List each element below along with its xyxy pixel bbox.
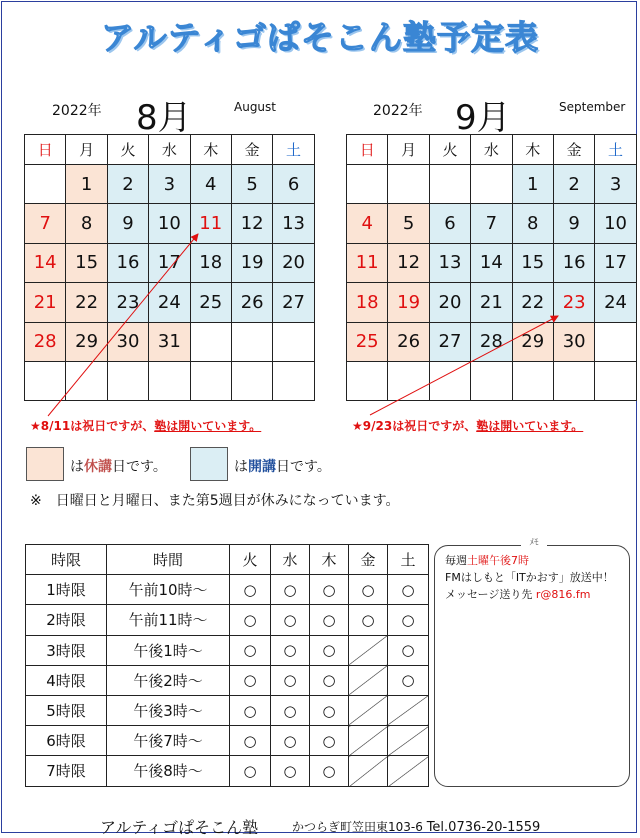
schedule-period: 1時限 <box>26 575 107 605</box>
schedule-mark: ○ <box>388 665 429 695</box>
calendar-day: 23 <box>553 283 594 322</box>
calendar-day: 8 <box>512 204 553 243</box>
schedule-mark: ○ <box>310 756 349 786</box>
footer-street: かつらぎ町笠田東103-6 <box>292 820 423 834</box>
calendar-day: 11 <box>347 243 388 282</box>
calendar-day: 13 <box>429 243 470 282</box>
radio-email: r@816.fm <box>535 588 591 601</box>
schedule-mark: ○ <box>271 665 310 695</box>
calendar-day: 29 <box>66 322 107 361</box>
calendar-day: 5 <box>388 204 429 243</box>
calendar-day: 16 <box>553 243 594 282</box>
schedule-mark: ○ <box>310 635 349 665</box>
schedule-period: 6時限 <box>26 726 107 756</box>
calendar-day: 19 <box>231 243 272 282</box>
calendar-day: 5 <box>231 165 272 204</box>
calendar-day: 30 <box>107 322 148 361</box>
calendar-day: 15 <box>66 243 107 282</box>
schedule-mark: ○ <box>230 605 271 635</box>
schedule-header-cell: 時限 <box>26 545 107 575</box>
aug-dow-4: 木 <box>190 135 231 165</box>
calendar-day: 12 <box>231 204 272 243</box>
aug-note-arrow <box>48 234 198 416</box>
schedule-time: 午後3時～ <box>107 695 230 725</box>
calendar-day: 1 <box>66 165 107 204</box>
schedule-header-cell: 土 <box>388 545 429 575</box>
aug-year: 2022年 <box>52 103 102 119</box>
aug-dow-5: 金 <box>231 135 272 165</box>
legend-closed-key: 休講 <box>84 459 112 475</box>
calendar-day: 20 <box>273 243 314 282</box>
aug-dow-3: 水 <box>149 135 190 165</box>
calendar-day: 28 <box>25 322 66 361</box>
calendar-day: 21 <box>25 283 66 322</box>
aug-dow-6: 土 <box>273 135 314 165</box>
schedule-mark: ○ <box>230 756 271 786</box>
schedule-mark: ○ <box>230 695 271 725</box>
calendar-day: 3 <box>595 165 636 204</box>
legend-open-post: 日です。 <box>276 459 331 475</box>
schedule-mark: ○ <box>271 605 310 635</box>
schedule-mark: ○ <box>310 575 349 605</box>
calendar-day: 14 <box>471 243 512 282</box>
schedule-time: 午前10時～ <box>107 575 230 605</box>
schedule-header-cell: 火 <box>230 545 271 575</box>
sep-dow-3: 水 <box>471 135 512 165</box>
calendar-day: 3 <box>149 165 190 204</box>
calendar-day: 22 <box>512 283 553 322</box>
schedule-time: 午後1時～ <box>107 635 230 665</box>
calendar-day: 24 <box>149 283 190 322</box>
calendar-day: 4 <box>190 165 231 204</box>
schedule-period: 7時限 <box>26 756 107 786</box>
calendar-day: 26 <box>231 283 272 322</box>
calendar-day: 7 <box>471 204 512 243</box>
calendar-day: 27 <box>273 283 314 322</box>
calendar-day: 18 <box>347 283 388 322</box>
schedule-mark: ○ <box>271 726 310 756</box>
calendar-day: 19 <box>388 283 429 322</box>
aug-month-en: August <box>234 100 276 114</box>
sep-dow-4: 木 <box>512 135 553 165</box>
sep-note-arrow <box>370 316 558 415</box>
closure-info: ※ 日曜日と月曜日、また第5週目が休みになっています。 <box>30 493 400 509</box>
schedule-period: 5時限 <box>26 695 107 725</box>
schedule-header-cell: 水 <box>271 545 310 575</box>
calendar-day: 23 <box>107 283 148 322</box>
calendar-day: 14 <box>25 243 66 282</box>
sep-dow-2: 火 <box>429 135 470 165</box>
radio-time: 土曜午後7時 <box>467 554 529 567</box>
schedule-mark: ○ <box>349 575 388 605</box>
calendar-day: 8 <box>66 204 107 243</box>
schedule-time: 午前11時～ <box>107 605 230 635</box>
calendar-day: 2 <box>107 165 148 204</box>
radio-message-label: メッセージ送り先 <box>445 588 533 601</box>
calendar-day: 6 <box>429 204 470 243</box>
schedule-mark: ○ <box>310 695 349 725</box>
page-title: アルティゴぱそこん塾予定表 <box>100 18 540 57</box>
schedule-mark: ○ <box>310 665 349 695</box>
schedule-mark: ○ <box>310 605 349 635</box>
schedule-mark: ○ <box>388 635 429 665</box>
aug-note-text: ★8/11は祝日ですが、 <box>30 419 155 433</box>
sep-dow-6: 土 <box>595 135 636 165</box>
calendar-day: 18 <box>190 243 231 282</box>
calendar-day: 30 <box>553 322 594 361</box>
sep-dow-0: 日 <box>347 135 388 165</box>
schedule-mark: ○ <box>230 575 271 605</box>
aug-note-underline: 塾は開いています。 <box>154 419 262 433</box>
schedule-time: 午後8時～ <box>107 756 230 786</box>
schedule-mark: ○ <box>271 695 310 725</box>
schedule-mark: ○ <box>271 635 310 665</box>
calendar-day: 24 <box>595 283 636 322</box>
schedule-mark: ○ <box>271 575 310 605</box>
schedule-mark: ○ <box>271 756 310 786</box>
aug-dow-0: 日 <box>25 135 66 165</box>
sep-dow-5: 金 <box>553 135 594 165</box>
legend-open-pre: は <box>234 459 248 475</box>
calendar-day: 7 <box>25 204 66 243</box>
calendar-day: 20 <box>429 283 470 322</box>
legend-open-key: 開講 <box>248 459 276 475</box>
calendar-day: 22 <box>66 283 107 322</box>
calendar-day: 21 <box>471 283 512 322</box>
aug-dow-1: 月 <box>66 135 107 165</box>
calendar-day: 10 <box>595 204 636 243</box>
schedule-period: 3時限 <box>26 635 107 665</box>
calendar-day: 25 <box>347 322 388 361</box>
sep-dow-1: 月 <box>388 135 429 165</box>
schedule-period: 2時限 <box>26 605 107 635</box>
schedule-mark: ○ <box>230 665 271 695</box>
calendar-day: 15 <box>512 243 553 282</box>
calendar-day: 26 <box>388 322 429 361</box>
calendar-day: 29 <box>512 322 553 361</box>
footer-school-name: アルティゴぱそこん塾 <box>100 818 259 837</box>
schedule-header-cell: 金 <box>349 545 388 575</box>
calendar-day: 10 <box>149 204 190 243</box>
schedule-mark: ○ <box>388 575 429 605</box>
calendar-day: 17 <box>149 243 190 282</box>
schedule-time: 午後2時～ <box>107 665 230 695</box>
memo-clip-icon: ﾒﾓ <box>521 536 547 550</box>
calendar-day: 28 <box>471 322 512 361</box>
legend-closed-post: 日です。 <box>112 459 167 475</box>
calendar-day: 17 <box>595 243 636 282</box>
calendar-day: 4 <box>347 204 388 243</box>
calendar-day: 9 <box>553 204 594 243</box>
sep-month-en: September <box>559 100 626 114</box>
calendar-day: 9 <box>107 204 148 243</box>
schedule-time: 午後7時～ <box>107 726 230 756</box>
radio-line-2: FMはしもと「ITかおす」放送中！ <box>445 571 614 584</box>
aug-dow-2: 火 <box>107 135 148 165</box>
calendar-day: 6 <box>273 165 314 204</box>
calendar-day: 12 <box>388 243 429 282</box>
schedule-header-cell: 時間 <box>107 545 230 575</box>
schedule-mark: ○ <box>388 605 429 635</box>
schedule-mark: ○ <box>349 605 388 635</box>
schedule-period: 4時限 <box>26 665 107 695</box>
sep-year: 2022年 <box>373 103 423 119</box>
footer-tel: Tel.0736-20-1559 <box>426 820 541 835</box>
calendar-day: 1 <box>512 165 553 204</box>
sep-note-underline: 塾は開いています。 <box>476 419 584 433</box>
calendar-day: 31 <box>149 322 190 361</box>
calendar-day: 25 <box>190 283 231 322</box>
schedule-header-cell: 木 <box>310 545 349 575</box>
sep-note-text: ★9/23は祝日ですが、 <box>352 419 477 433</box>
calendar-day: 13 <box>273 204 314 243</box>
radio-weekly: 毎週 <box>445 554 467 567</box>
schedule-mark: ○ <box>310 726 349 756</box>
legend-closed-pre: は <box>70 459 84 475</box>
calendar-day: 27 <box>429 322 470 361</box>
schedule-mark: ○ <box>230 635 271 665</box>
calendar-day: 11 <box>190 204 231 243</box>
calendar-day: 2 <box>553 165 594 204</box>
sep-month: 9月 <box>455 98 511 138</box>
aug-month: 8月 <box>136 98 192 138</box>
calendar-day: 16 <box>107 243 148 282</box>
schedule-mark: ○ <box>230 726 271 756</box>
